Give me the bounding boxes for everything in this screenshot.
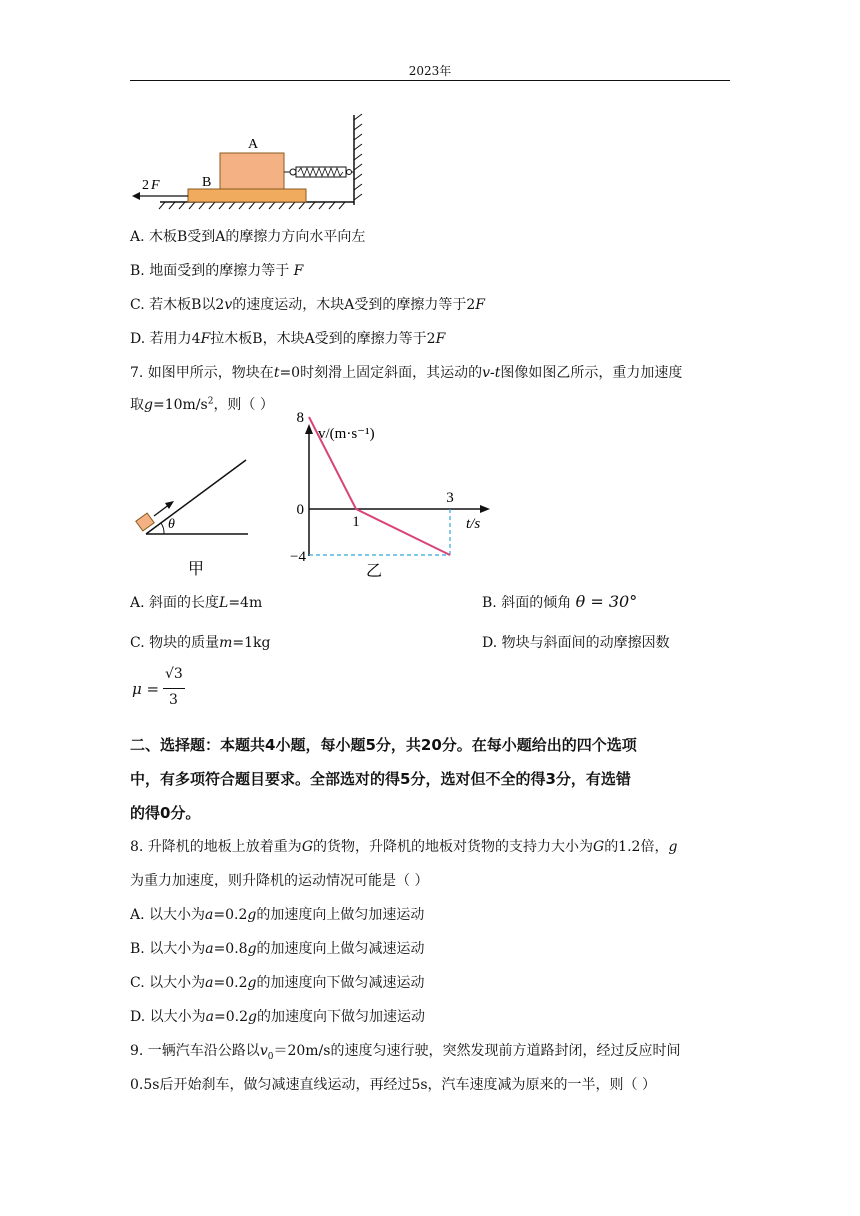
q6-option-b: B. 地面受到的摩擦力等于 F [130,263,304,279]
q9-stem-line2: 0.5s后开始刹车，做匀减速直线运动，再经过5s，汽车速度减为原来的一半，则（ ） [130,1077,656,1093]
section2-line1: 二、选择题：本题共4小题，每小题5分，共20分。在每小题给出的四个选项 [130,736,637,754]
page-header: 2023年 [408,64,452,78]
figure-incline [130,450,260,580]
mu-numerator: √3 [165,666,183,682]
q7-option-d: D. 物块与斜面间的动摩擦因数 [482,635,670,651]
q6-option-d: D. 若用力4F拉木板B，木块A受到的摩擦力等于2F [130,331,446,347]
q8-stem-line1: 8. 升降机的地板上放着重为G的货物，升降机的地板对货物的支持力大小为G的1.2倍，g [130,839,678,855]
caption-yi: 乙 [366,563,383,580]
q7-stem-line2: 取$g=10m/s^2$，则（ ） [130,396,274,413]
label-force-num: 2 [142,178,149,193]
caption-jia: 甲 [188,561,205,578]
q7-stem-line1: 7. 如图甲所示，物块在t=0时刻滑上固定斜面，其运动的v-t图像如图乙所示，重力加速度 [130,365,683,381]
block-on-incline [136,513,154,531]
q6-option-c: C. 若木板B以2v的速度运动，木块A受到的摩擦力等于2F [130,297,485,313]
tick-0: 0 [296,502,304,518]
board-b [188,189,306,202]
x-axis-label: t/s [466,516,481,532]
q8-option-d: D. 以大小为a=0.2g的加速度向下做匀加速运动 [130,1009,425,1025]
section2-line2: 中，有多项符合题目要求。全部选对的得5分，选对但不全的得3分，有选错 [130,770,631,788]
mu-lhs: μ = [132,680,160,698]
theta-label: θ [168,517,175,532]
label-b: B [202,175,212,190]
block-a [220,153,284,189]
figure-blocks-spring [130,110,370,215]
q6-option-a: A. 木板B受到A的摩擦力方向水平向左 [130,229,366,245]
q8-option-c: C. 以大小为a=0.2g的加速度向下做匀减速运动 [130,975,425,991]
mu-fraction-bar [163,688,185,689]
label-a: A [248,137,259,152]
q8-stem-line2: 为重力加速度，则升降机的运动情况可能是（ ） [130,873,429,889]
tick-8: 8 [296,410,304,426]
vt-chart [276,410,506,585]
tick-neg4: −4 [290,549,306,565]
q8-option-a: A. 以大小为a=0.2g的加速度向上做匀加速运动 [130,907,425,923]
label-force-var: F [151,178,160,193]
tick-3: 3 [446,490,454,506]
mu-denominator: 3 [169,692,178,708]
header-divider [130,80,730,81]
section2-line3: 的得0分。 [130,804,201,822]
q9-stem-line1: 9. 一辆汽车沿公路以$v_0=20m/s$的速度匀速行驶，突然发现前方道路封闭，经过反应时间 [130,1043,681,1062]
q8-option-b: B. 以大小为a=0.8g的加速度向上做匀减速运动 [130,941,425,957]
y-axis-label: v/(m·s⁻¹) [318,426,375,442]
tick-1: 1 [352,514,360,530]
q7-option-b: B. 斜面的倾角 θ = 30° [482,592,638,611]
q7-option-c: C. 物块的质量m=1kg [130,635,271,651]
q7-option-a: A. 斜面的长度L=4m [130,595,263,611]
